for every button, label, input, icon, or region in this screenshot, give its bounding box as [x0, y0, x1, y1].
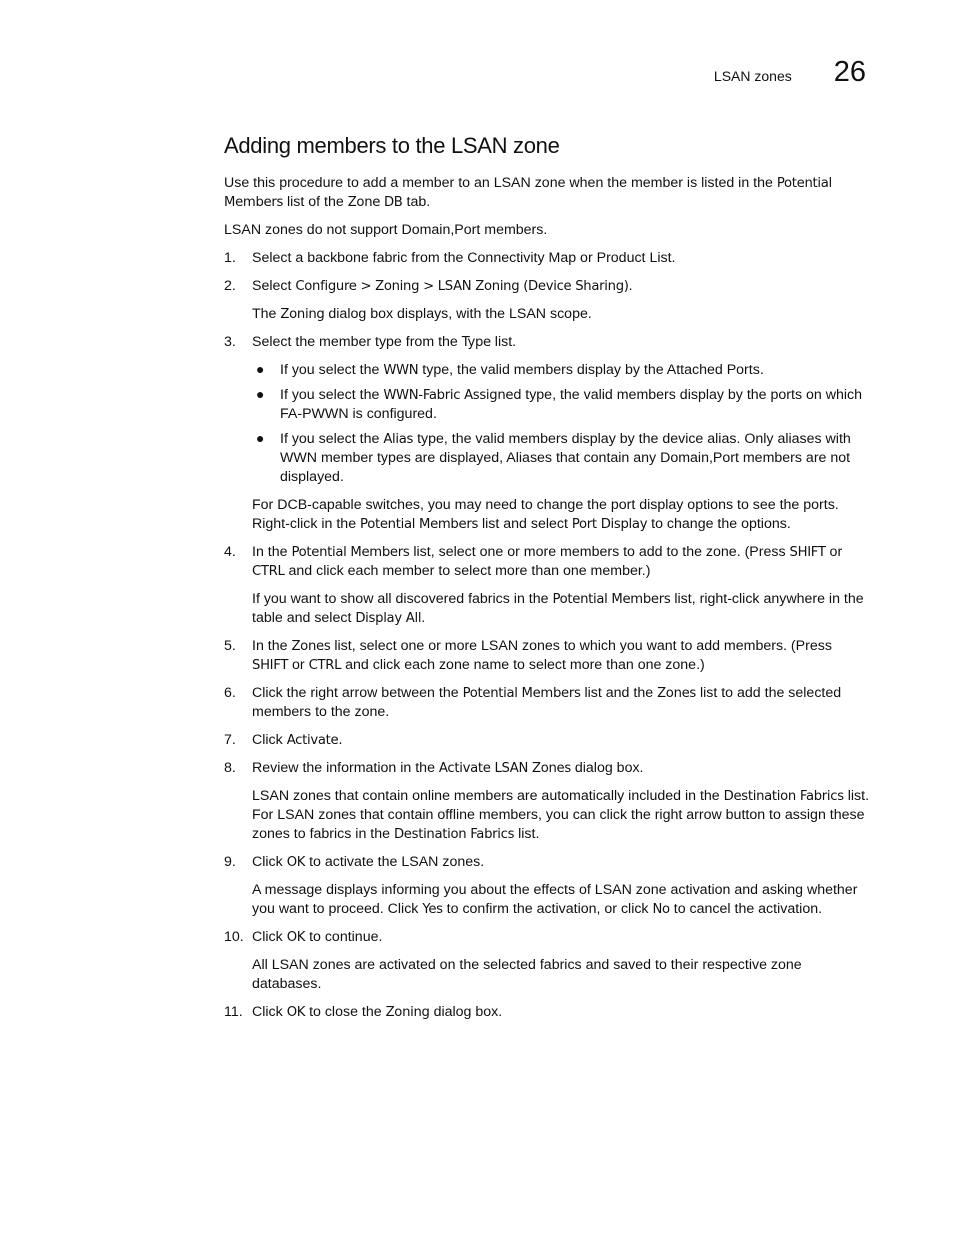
ui-term: OK [286, 855, 306, 870]
step-text: Click OK to close the Zoning dialog box. [252, 1004, 503, 1020]
ui-term: Destination Fabrics [723, 789, 844, 804]
step-10 [224, 928, 870, 994]
step-number: 1. [224, 250, 236, 266]
ui-term: Port Display [571, 517, 648, 532]
ui-term: Display All [355, 611, 422, 626]
step-4 [224, 543, 870, 628]
ui-term: Potential Members [552, 592, 671, 607]
ui-term: Activate LSAN Zones [438, 761, 571, 776]
procedure-body [224, 174, 870, 1031]
list-item: ● If you select the WWN-Fabric Assigned type, the valid members display by the ports on which FA-PWWN is configured. [256, 386, 862, 422]
header-chapter-number: 26 [833, 56, 866, 88]
ui-term: No [652, 902, 670, 917]
ui-term: Zones [291, 639, 331, 654]
step-2 [224, 277, 870, 324]
step-text: Click OK to activate the LSAN zones. [252, 854, 485, 870]
ui-term: Potential Members [462, 686, 581, 701]
ui-term: WWN-Fabric Assigned [383, 388, 522, 403]
step-7 [224, 731, 870, 750]
step-number: 5. [224, 638, 236, 654]
step-number: 11. [224, 1004, 243, 1020]
step-number: 8. [224, 760, 236, 776]
ui-term: Alias [383, 432, 414, 447]
step-1 [224, 249, 870, 268]
ui-term: Zones [657, 686, 697, 701]
ui-term: SHIFT [789, 545, 826, 560]
intro-note: LSAN zones do not support Domain,Port members. [224, 222, 548, 238]
list-item: ● If you select the WWN type, the valid members display by the Attached Ports. [256, 361, 764, 378]
step-11 [224, 1003, 870, 1022]
step-text: Select Configure > Zoning > LSAN Zoning (Device Sharing). [252, 278, 633, 294]
intro-paragraph: Use this procedure to add a member to an LSAN zone when the member is listed in the Potential Members list of the Zone DB tab. [224, 175, 832, 210]
step-8 [224, 759, 870, 844]
step-5 [224, 637, 870, 675]
running-header [714, 56, 866, 89]
ui-term: Zoning [385, 1005, 430, 1020]
ui-term: Type [461, 335, 491, 350]
step-text: Select the member type from the Type list. [252, 334, 517, 350]
step-number: 3. [224, 334, 236, 350]
section-heading: Adding members to the LSAN zone [224, 133, 560, 158]
ui-term: Yes [422, 902, 443, 917]
step-9 [224, 853, 870, 919]
step-note: All LSAN zones are activated on the selected fabrics and saved to their respective zone databases. [252, 957, 802, 992]
ui-term: SHIFT [252, 658, 289, 673]
ui-term: CTRL [252, 564, 285, 579]
ui-term: CTRL [308, 658, 342, 673]
step-text: Review the information in the Activate LSAN Zones dialog box. [252, 760, 644, 776]
bullet-icon: ● [256, 361, 265, 377]
member-type-list [252, 361, 870, 487]
step-note: LSAN zones that contain online members are automatically included in the Destination Fabrics list. For LSAN zones that contain offline members, you can click the right arrow button to assign these zones to fabrics in the Destination Fabrics list. [252, 788, 870, 842]
step-note: A message displays informing you about the effects of LSAN zone activation and asking whether you want to proceed. Click Yes to confirm the activation, or click No to cancel the activation. [252, 882, 858, 917]
step-number: 7. [224, 732, 236, 748]
step-note: The Zoning dialog box displays, with the LSAN scope. [252, 306, 592, 322]
ui-term: Potential Members [360, 517, 479, 532]
bullet-icon: ● [256, 430, 265, 446]
step-text: Click Activate. [252, 732, 343, 748]
step-note: If you want to show all discovered fabrics in the Potential Members list, right-click anywhere in the table and select Display All. [252, 591, 864, 626]
step-text: Click OK to continue. [252, 929, 383, 945]
step-number: 4. [224, 544, 236, 560]
step-number: 6. [224, 685, 236, 701]
step-6 [224, 684, 870, 722]
ui-term: Zone DB [347, 195, 403, 210]
ui-term: Zoning [280, 307, 325, 322]
ui-term: Potential Members [224, 176, 832, 210]
step-number: 2. [224, 278, 236, 294]
ui-term: Configure > Zoning > LSAN Zoning (Device Sharing) [295, 279, 629, 294]
bullet-icon: ● [256, 386, 265, 402]
ui-term: WWN [383, 363, 419, 378]
ui-term: Destination Fabrics [393, 827, 515, 842]
ui-term: Potential Members [291, 545, 410, 560]
step-number: 9. [224, 854, 236, 870]
step-3 [224, 333, 870, 534]
step-text: In the Potential Members list, select one or more members to add to the zone. (Press SHIFT or CTRL and click each member to select more than one member.) [252, 544, 843, 579]
ui-term: OK [286, 1005, 306, 1020]
ui-term: Activate. [286, 733, 343, 748]
step-number: 10. [224, 929, 244, 945]
list-item: ● If you select the Alias type, the valid members display by the device alias. Only aliases with WWN member types are displayed, Aliases that contain any Domain,Port members are not displayed. [256, 430, 851, 485]
header-section-title: LSAN zones [713, 68, 792, 84]
step-text: Select a backbone fabric from the Connectivity Map or Product List. [252, 250, 676, 266]
ui-term: OK [286, 930, 306, 945]
step-text: In the Zones list, select one or more LSAN zones to which you want to add members. (Press SHIFT or CTRL and click each zone name to select more than one zone.) [252, 638, 832, 673]
step-note: For DCB-capable switches, you may need to change the port display options to see the ports. Right-click in the Potential Members list and select Port Display to change the options. [252, 497, 839, 532]
step-text: Click the right arrow between the Potential Members list and the Zones list to add the selected members to the zone. [252, 685, 842, 720]
